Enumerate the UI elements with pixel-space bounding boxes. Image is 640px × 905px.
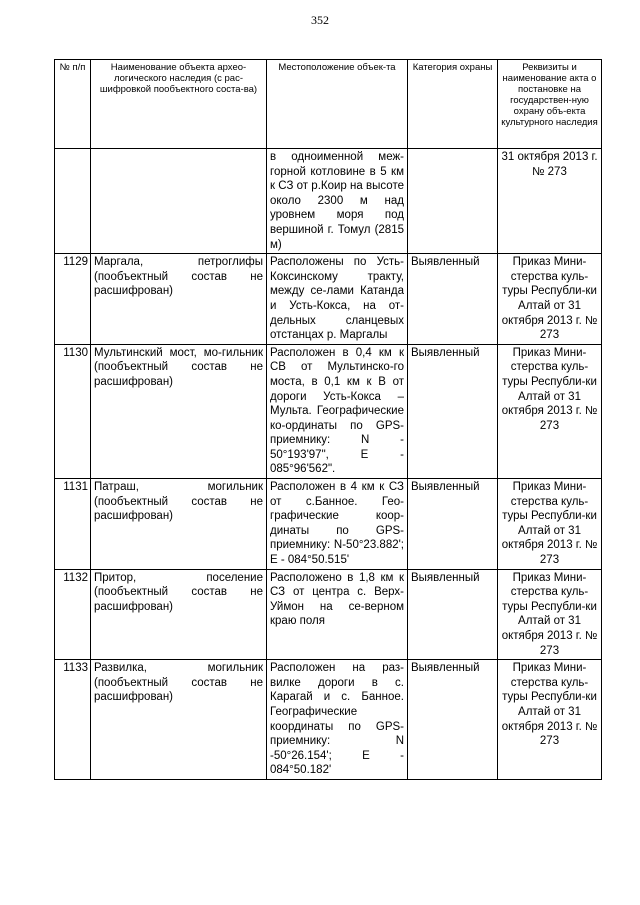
- cell-location: в одноименной меж-горной котловине в 5 км к СЗ от р.Коир на высоте около 2300 м над уровнем моря под вершиной г. Томул (2815 м): [267, 149, 408, 254]
- cell-num: 1132: [55, 569, 91, 660]
- cell-category: Выявленный: [408, 344, 498, 478]
- table-row: [55, 254, 602, 345]
- cell-category: Выявленный: [408, 254, 498, 345]
- cell-act: Приказ Мини-стерства куль-туры Республи-ки Алтай от 31 октября 2013 г. № 273: [498, 479, 602, 570]
- cell-num: 1133: [55, 660, 91, 780]
- cell-num: 1131: [55, 479, 91, 570]
- cell-location: Расположен на раз-вилке дороги в с. Карагай и с. Банное. Географические координаты по GPS-приемнику: N -50°26.154'; E - 084°50.182': [267, 660, 408, 780]
- table-header-row: [55, 60, 602, 149]
- cell-name: Развилка, могильник (пообъектный состав не расшифрован): [91, 660, 267, 780]
- cell-act: 31 октября 2013 г. № 273: [498, 149, 602, 254]
- cell-act: Приказ Мини-стерства куль-туры Республи-ки Алтай от 31 октября 2013 г. № 273: [498, 660, 602, 780]
- cell-category: Выявленный: [408, 660, 498, 780]
- cell-location: Расположен в 4 км к СЗ от с.Банное. Гео-графические коор-динаты по GPS-приемнику: N-50°23.882'; E - 084°50.515': [267, 479, 408, 570]
- table-row: [55, 479, 602, 570]
- table-row: [55, 569, 602, 660]
- cell-category: Выявленный: [408, 569, 498, 660]
- cell-act: Приказ Мини-стерства куль-туры Республи-ки Алтай от 31 октября 2013 г. № 273: [498, 569, 602, 660]
- cell-num: 1130: [55, 344, 91, 478]
- cell-location: Расположены по Усть-Коксинскому тракту, между се-лами Катанда и Усть-Кокса, на от-дельных сланцевых отстанцах р. Маргалы: [267, 254, 408, 345]
- header-category: Категория охраны: [408, 60, 498, 149]
- table-row: [55, 660, 602, 780]
- cell-num: 1129: [55, 254, 91, 345]
- cell-num: [55, 149, 91, 254]
- cell-category: [408, 149, 498, 254]
- cell-name: Маргала, петроглифы (пообъектный состав не расшифрован): [91, 254, 267, 345]
- cell-location: Расположен в 0,4 км к СВ от Мультинско-го моста, в 0,1 км к В от дороги Усть-Кокса – Мульта. Географические ко-ординаты по GPS-приемнику: N - 50°193'97", E - 085°96'562".: [267, 344, 408, 478]
- cell-name: [91, 149, 267, 254]
- cell-act: Приказ Мини-стерства куль-туры Республи-ки Алтай от 31 октября 2013 г. № 273: [498, 344, 602, 478]
- cell-name: Мультинский мост, мо-гильник (пообъектный состав не расшифрован): [91, 344, 267, 478]
- heritage-objects-table: [54, 59, 602, 780]
- header-name: Наименование объекта архео-логического наследия (с рас-шифровкой пообъектного соста-ва): [91, 60, 267, 149]
- header-num: № п/п: [55, 60, 91, 149]
- cell-name: Притор, поселение (пообъектный состав не расшифрован): [91, 569, 267, 660]
- cell-act: Приказ Мини-стерства куль-туры Республи-ки Алтай от 31 октября 2013 г. № 273: [498, 254, 602, 345]
- table-row: [55, 149, 602, 254]
- table-row: [55, 344, 602, 478]
- header-location: Местоположение объек-та: [267, 60, 408, 149]
- cell-category: Выявленный: [408, 479, 498, 570]
- cell-location: Расположено в 1,8 км к СЗ от центра с. Верх-Уймон на се-верном краю поля: [267, 569, 408, 660]
- header-act: Реквизиты и наименование акта о постановке на государствен-ную охрану объ-екта культурного наследия: [498, 60, 602, 149]
- page-number: 352: [311, 13, 329, 27]
- cell-name: Патраш, могильник (пообъектный состав не расшифрован): [91, 479, 267, 570]
